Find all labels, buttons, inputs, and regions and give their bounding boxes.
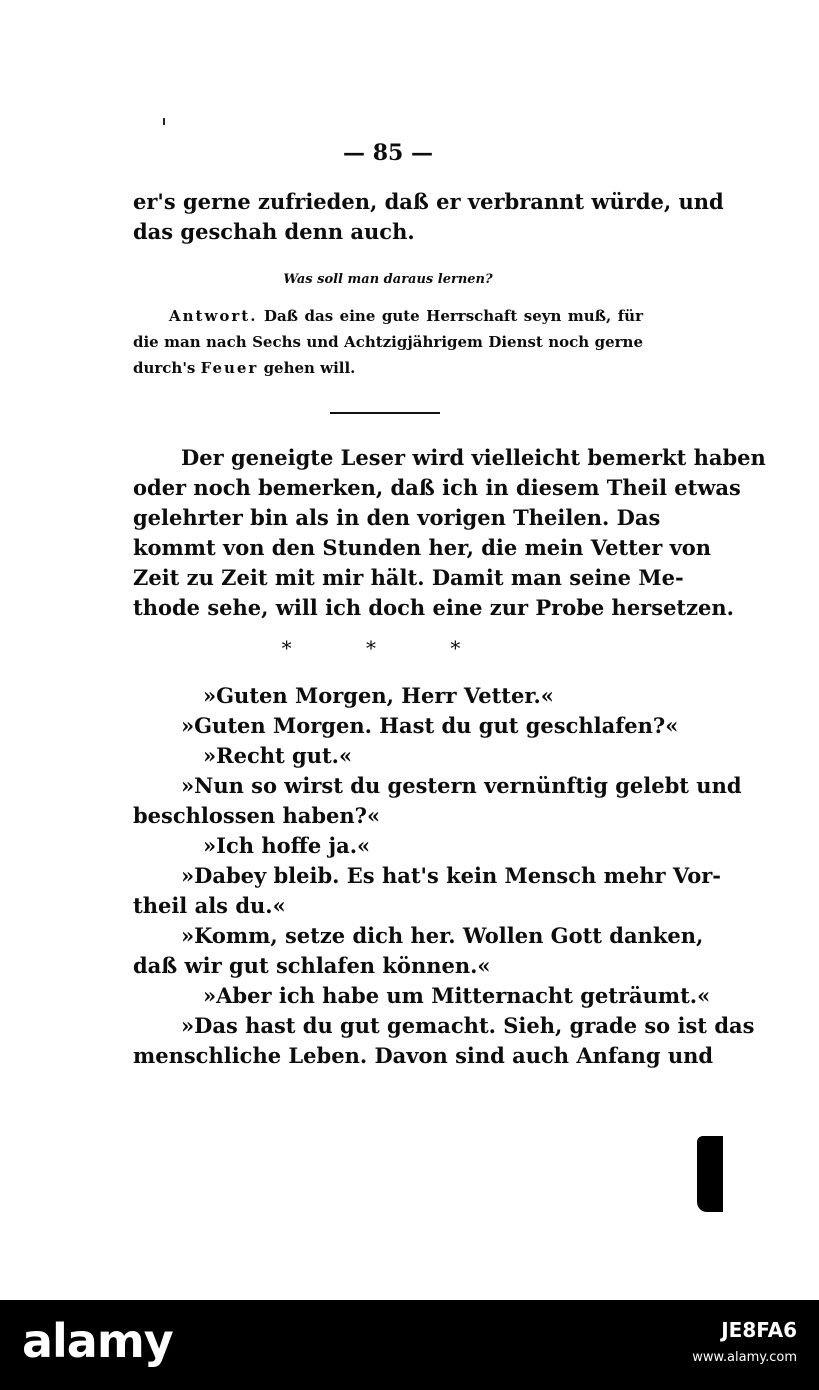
text-line: [169, 304, 643, 328]
answer-text: Daß das eine gute Herrschaft seyn muß, für: [263, 307, 643, 325]
dialogue-line: »Nun so wirst du gestern vernünftig gelebt und: [181, 773, 742, 798]
text-line: oder noch bemerken, daß ich in diesem Theil etwas: [133, 475, 741, 500]
dialogue-line: menschliche Leben. Davon sind auch Anfang und: [133, 1043, 714, 1068]
dialogue-line: beschlossen haben?«: [133, 803, 381, 828]
text-line: kommt von den Stunden her, die mein Vetter von: [133, 535, 712, 560]
dialogue-line: »Aber ich habe um Mitternacht geträumt.«: [203, 983, 711, 1008]
dialogue-line: »Das hast du gut gemacht. Sieh, grade so ist das: [181, 1013, 755, 1038]
dialogue-line: theil als du.«: [133, 893, 286, 918]
brand-logo: alamy: [22, 1314, 173, 1368]
dialogue-line: »Ich hoffe ja.«: [203, 833, 371, 858]
dialogue-line: »Komm, setze dich her. Wollen Gott danken,: [181, 923, 704, 948]
text-line: durch's Feuer gehen will.: [133, 359, 356, 377]
text-line: Zeit zu Zeit mit mir hält. Damit man seine Me-: [133, 565, 684, 590]
answer-label: Antwort.: [169, 307, 258, 325]
text-line: thode sehe, will ich doch eine zur Probe hersetzen.: [133, 595, 734, 620]
text-line: das geschah denn auch.: [133, 219, 415, 244]
site-url-label: www.alamy.com: [692, 1350, 797, 1365]
dialogue-line: »Dabey bleib. Es hat's kein Mensch mehr Vor-: [181, 863, 721, 888]
dialogue-line: daß wir gut schlafen können.«: [133, 953, 491, 978]
dialogue-line: »Guten Morgen, Herr Vetter.«: [203, 683, 554, 708]
ink-speck: [163, 118, 165, 125]
text-line: gelehrter bin als in den vorigen Theilen. Das: [133, 505, 661, 530]
image-id-label: JE8FA6: [721, 1318, 797, 1342]
text-line: er's gerne zufrieden, daß er verbrannt würde, und: [133, 189, 724, 214]
asterism-separator: * * *: [281, 636, 495, 660]
section-divider: [330, 412, 440, 414]
text-line: die man nach Sechs und Achtzigjährigem Dienst noch gerne: [133, 333, 643, 351]
watermark-footer: [0, 1300, 819, 1390]
page-number: — 85 —: [343, 140, 433, 166]
dialogue-line: »Recht gut.«: [203, 743, 353, 768]
page-edge-shadow: [697, 1136, 723, 1212]
moral-question: Was soll man daraus lernen?: [283, 272, 493, 287]
text-line: Der geneigte Leser wird vielleicht bemerkt haben: [181, 445, 766, 470]
emphasized-word: Feuer: [200, 359, 259, 377]
dialogue-line: »Guten Morgen. Hast du gut geschlafen?«: [181, 713, 679, 738]
